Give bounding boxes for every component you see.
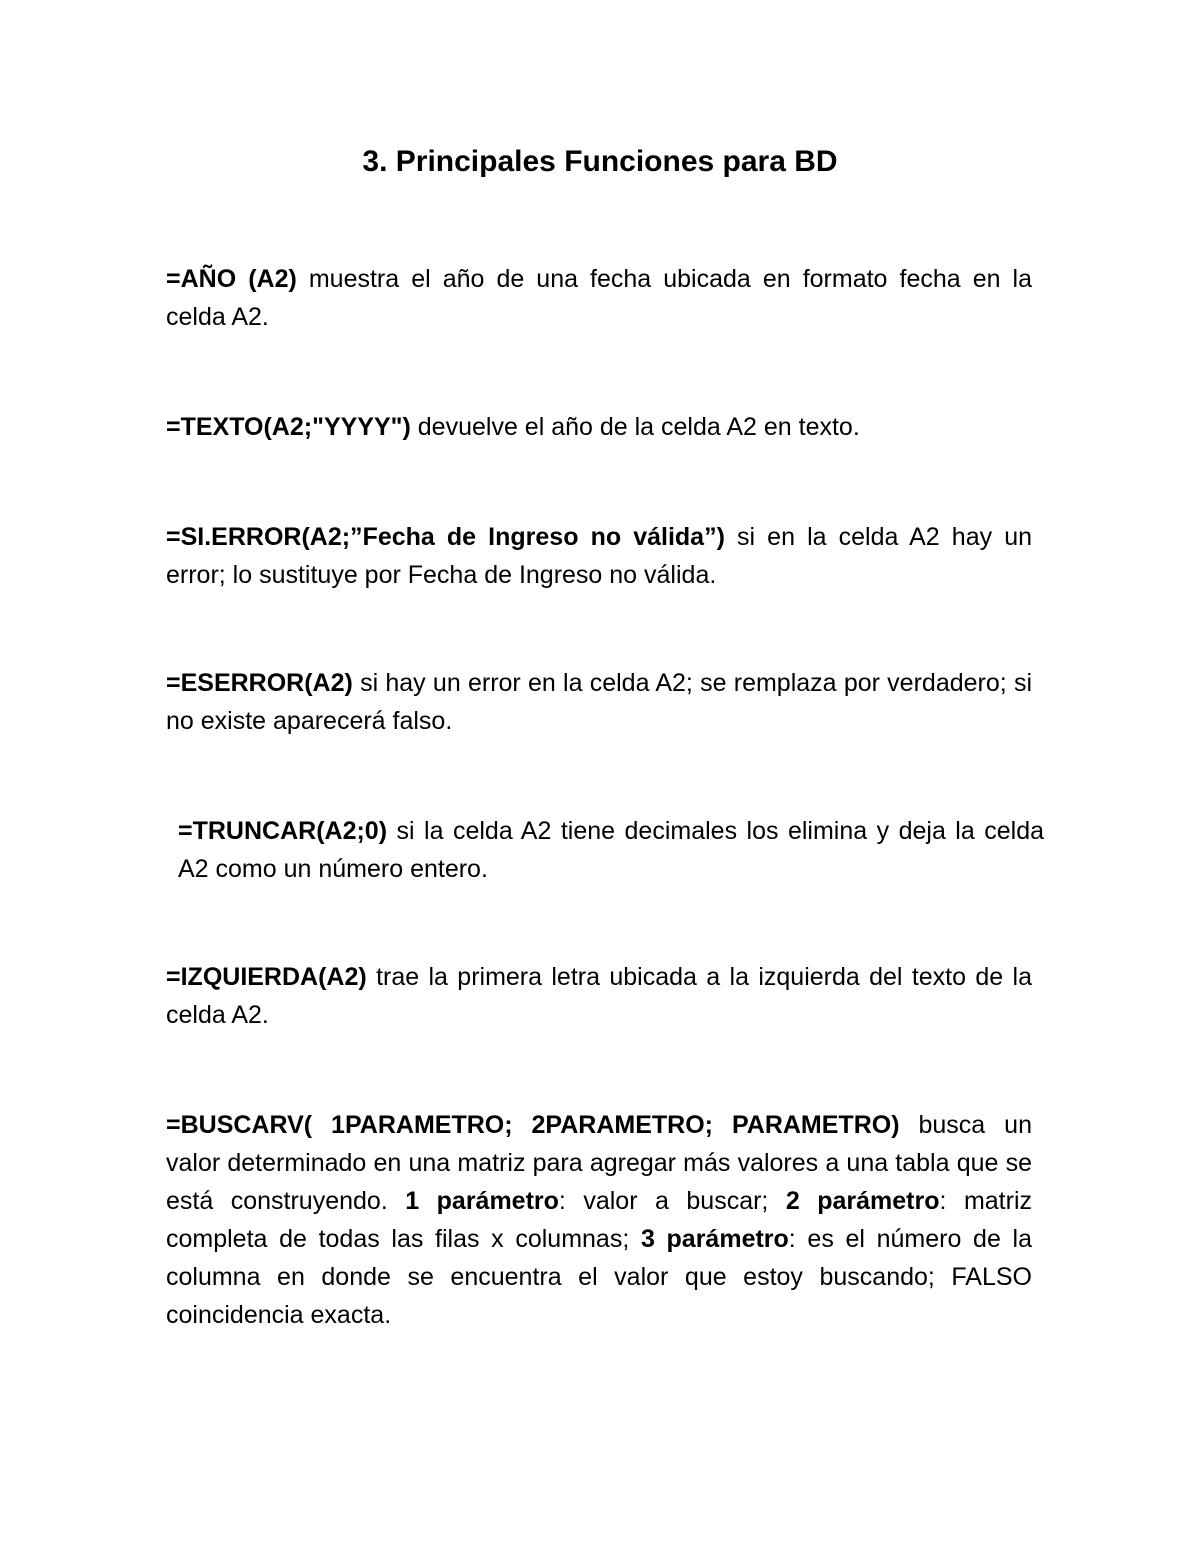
param2-label: 2 parámetro (785, 1187, 940, 1215)
description-texto: devuelve el año de la celda A2 en texto. (410, 413, 860, 441)
document-title: 3. Principales Funciones para BD (362, 145, 838, 178)
formula-izquierda: =IZQUIERDA(A2) (166, 963, 367, 991)
param3-text: : es el número de la columna en donde se encuentra el valor que estoy buscando; FALSO coincidencia exacta. (166, 1225, 1032, 1329)
function-entry-ano (166, 260, 1032, 336)
description-truncar: si la celda A2 tiene decimales los elimina y deja la celda A2 como un número entero. (178, 817, 1044, 883)
formula-ano: =AÑO (A2) (166, 265, 297, 293)
function-entry-truncar (166, 812, 1044, 888)
formula-si-error: =SI.ERROR(A2;”Fecha de Ingreso no válida”) (166, 523, 725, 551)
param3-label: 3 parámetro (640, 1225, 789, 1253)
description-si-error: si en la celda A2 hay un error; lo sustituye por Fecha de Ingreso no válida. (166, 523, 1032, 589)
formula-truncar: =TRUNCAR(A2;0) (178, 817, 388, 845)
function-entry-eserror (166, 664, 1032, 740)
description-buscarv-intro: busca un valor determinado en una matriz para agregar más valores a una tabla que se está construyendo. (166, 1111, 1032, 1215)
formula-buscarv: =BUSCARV( 1PARAMETRO; 2PARAMETRO; PARAMETRO) (166, 1111, 900, 1139)
param2-text: : matriz completa de todas las filas x columnas; (166, 1187, 1032, 1253)
function-entry-si-error (166, 518, 1032, 594)
function-entry-texto (166, 408, 1032, 446)
function-entry-buscarv (166, 1106, 1032, 1334)
formula-texto: =TEXTO(A2;"YYYY") (166, 413, 411, 441)
formula-eserror: =ESERROR(A2) (166, 669, 353, 697)
function-entry-izquierda (166, 958, 1032, 1034)
param1-label: 1 parámetro (405, 1187, 559, 1215)
description-izquierda: trae la primera letra ubicada a la izquierda del texto de la celda A2. (166, 963, 1032, 1029)
description-eserror: si hay un error en la celda A2; se remplaza por verdadero; si no existe aparecerá falso. (166, 669, 1032, 735)
description-ano: muestra el año de una fecha ubicada en formato fecha en la celda A2. (166, 265, 1032, 331)
param1-text: : valor a buscar; (558, 1187, 786, 1215)
